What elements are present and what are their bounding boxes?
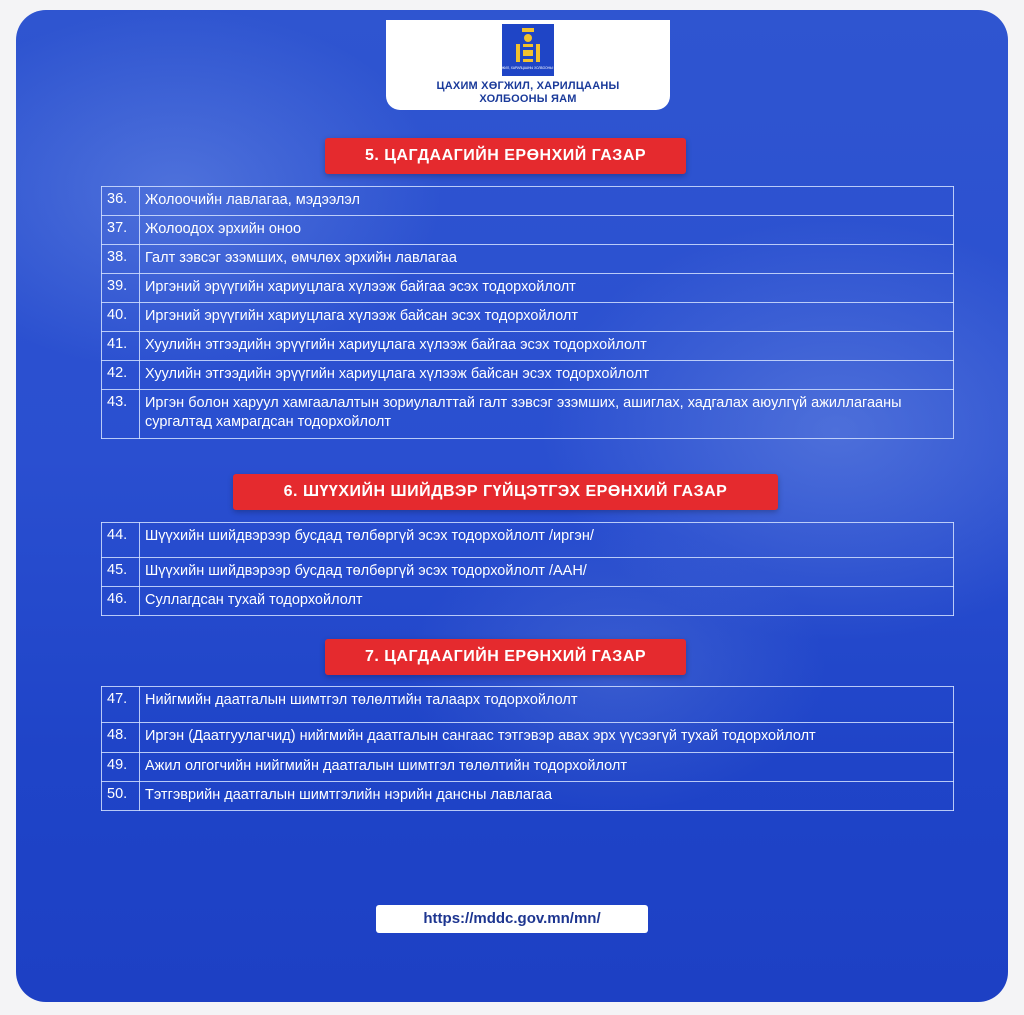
table-row bbox=[102, 216, 954, 245]
row-number: 50. bbox=[102, 782, 140, 811]
table-row bbox=[102, 187, 954, 216]
table-row bbox=[102, 523, 954, 558]
section-6-table bbox=[101, 522, 954, 616]
row-text: Шүүхийн шийдвэрээр бусдад төлбөргүй эсэх тодорхойлолт /иргэн/ bbox=[140, 523, 954, 558]
row-number: 39. bbox=[102, 274, 140, 303]
ministry-emblem-icon bbox=[495, 24, 561, 76]
row-number: 37. bbox=[102, 216, 140, 245]
table-row bbox=[102, 687, 954, 723]
infographic-card bbox=[16, 10, 1008, 1002]
row-text: Иргэний эрүүгийн хариуцлага хүлээж байгаа эсэх тодорхойлолт bbox=[140, 274, 954, 303]
row-text: Хуулийн этгээдийн эрүүгийн хариуцлага хүлээж байгаа эсэх тодорхойлолт bbox=[140, 332, 954, 361]
table-row bbox=[102, 332, 954, 361]
row-text: Ажил олгогчийн нийгмийн даатгалын шимтгэл төлөлтийн тодорхойлолт bbox=[140, 753, 954, 782]
row-number: 43. bbox=[102, 390, 140, 439]
row-number: 49. bbox=[102, 753, 140, 782]
section-5-table bbox=[101, 186, 954, 439]
section-5-heading: 5. ЦАГДААГИЙН ЕРӨНХИЙ ГАЗАР bbox=[325, 138, 686, 174]
table-row bbox=[102, 558, 954, 587]
section-7-heading: 7. ЦАГДААГИЙН ЕРӨНХИЙ ГАЗАР bbox=[325, 639, 686, 675]
section-6-heading: 6. ШҮҮХИЙН ШИЙДВЭР ГҮЙЦЭТГЭХ ЕРӨНХИЙ ГАЗАР bbox=[233, 474, 778, 510]
ministry-name-line-1: ЦАХИМ ХӨГЖИЛ, ХАРИЛЦААНЫ bbox=[436, 80, 620, 92]
row-text: Иргэн (Даатгуулагчид) нийгмийн даатгалын сангаас тэтгэвэр авах эрх үүсээгүй тухай тодорхойлолт bbox=[140, 723, 954, 753]
table-row bbox=[102, 587, 954, 616]
table-row bbox=[102, 753, 954, 782]
table-row bbox=[102, 723, 954, 753]
ministry-name-line-2: ХОЛБООНЫ ЯАМ bbox=[479, 93, 577, 105]
ministry-logo-tab bbox=[386, 20, 670, 110]
row-number: 47. bbox=[102, 687, 140, 723]
website-link[interactable]: https://mddc.gov.mn/mn/ bbox=[376, 905, 648, 933]
row-text: Суллагдсан тухай тодорхойлолт bbox=[140, 587, 954, 616]
row-number: 45. bbox=[102, 558, 140, 587]
row-text: Иргэний эрүүгийн хариуцлага хүлээж байсан эсэх тодорхойлолт bbox=[140, 303, 954, 332]
row-text: Жолоочийн лавлагаа, мэдээлэл bbox=[140, 187, 954, 216]
row-number: 44. bbox=[102, 523, 140, 558]
ministry-name bbox=[386, 80, 670, 106]
row-text: Жолоодох эрхийн оноо bbox=[140, 216, 954, 245]
row-number: 40. bbox=[102, 303, 140, 332]
row-text: Хуулийн этгээдийн эрүүгийн хариуцлага хүлээж байсан эсэх тодорхойлолт bbox=[140, 361, 954, 390]
table-row bbox=[102, 303, 954, 332]
svg-text:ХӨГЖИЛ, ХАРИЛЦААНЫ ХОЛБООНЫ ЯА: ХӨГЖИЛ, ХАРИЛЦААНЫ ХОЛБООНЫ ЯАМ bbox=[495, 66, 561, 70]
row-text: Шүүхийн шийдвэрээр бусдад төлбөргүй эсэх тодорхойлолт /ААН/ bbox=[140, 558, 954, 587]
row-number: 38. bbox=[102, 245, 140, 274]
row-text: Иргэн болон харуул хамгаалалтын зориулалттай галт зэвсэг эзэмших, ашиглах, хадгалах аюулгүй ажиллагааны сургалтад хамрагдсан тодорхойлолт bbox=[140, 390, 954, 439]
row-text: Нийгмийн даатгалын шимтгэл төлөлтийн талаарх тодорхойлолт bbox=[140, 687, 954, 723]
row-number: 46. bbox=[102, 587, 140, 616]
table-row bbox=[102, 245, 954, 274]
table-row bbox=[102, 782, 954, 811]
section-7-table bbox=[101, 686, 954, 811]
table-row bbox=[102, 361, 954, 390]
row-text: Галт зэвсэг эзэмших, өмчлөх эрхийн лавлагаа bbox=[140, 245, 954, 274]
row-text: Тэтгэврийн даатгалын шимтгэлийн нэрийн дансны лавлагаа bbox=[140, 782, 954, 811]
row-number: 48. bbox=[102, 723, 140, 753]
row-number: 42. bbox=[102, 361, 140, 390]
row-number: 36. bbox=[102, 187, 140, 216]
row-number: 41. bbox=[102, 332, 140, 361]
table-row bbox=[102, 274, 954, 303]
table-row bbox=[102, 390, 954, 439]
